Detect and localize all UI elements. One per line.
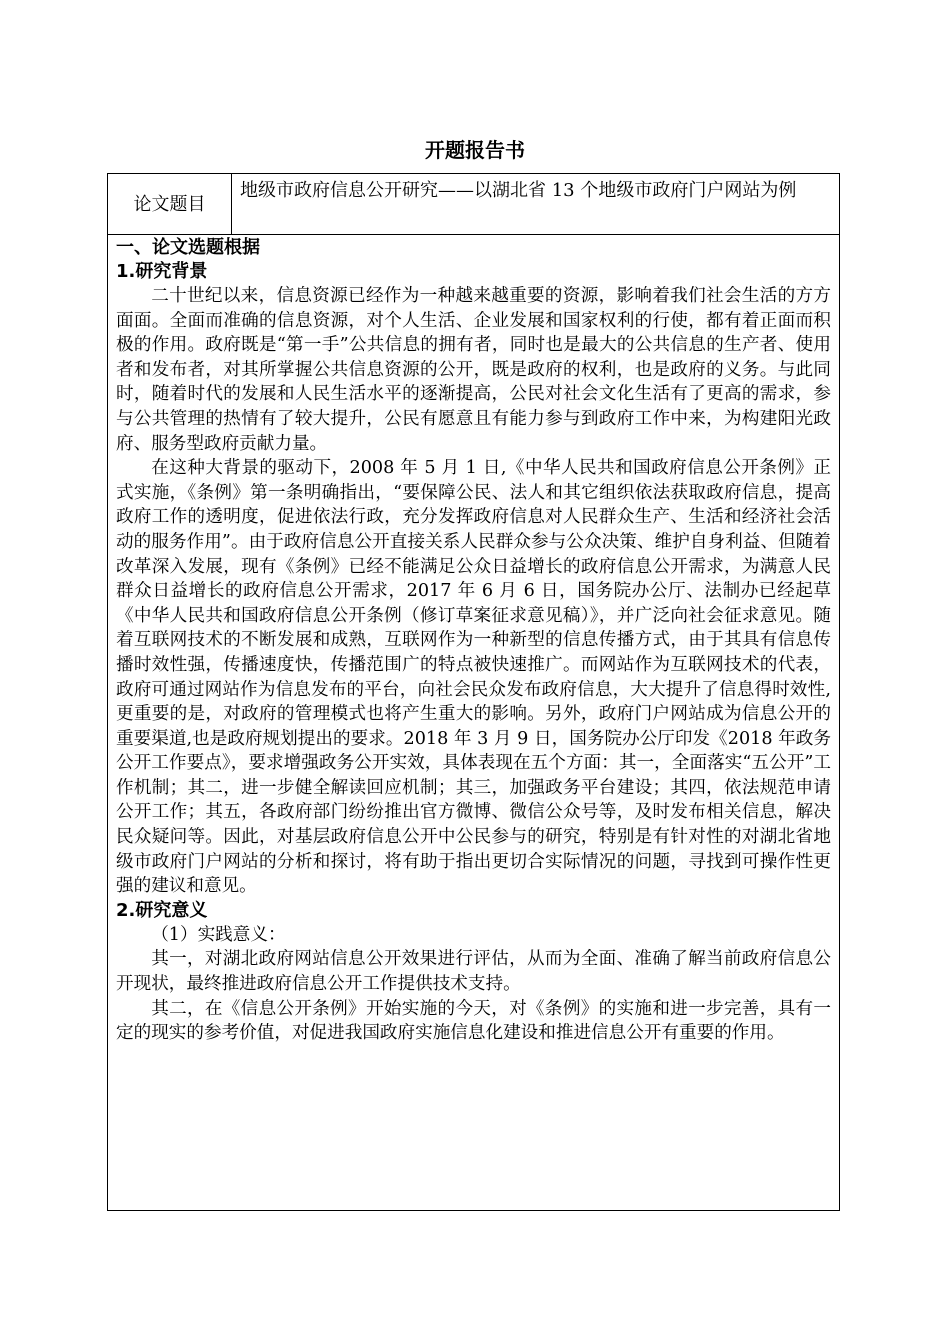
section-heading: 一、论文选题根据 xyxy=(116,237,260,258)
significance-paragraph: 其二，在《信息公开条例》开始实施的今天，对《条例》的实施和进一步完善，具有一定的现实的参考价值，对促进我国政府实施信息化建设和推进信息公开有重要的作用。 xyxy=(116,998,831,1044)
significance-paragraph: 其一，对湖北政府网站信息公开效果进行评估，从而为全面、准确了解当前政府信息公开现状，最终推进政府信息公开工作提供技术支持。 xyxy=(116,949,831,995)
content-row xyxy=(108,235,840,1211)
proposal-table xyxy=(107,173,840,1211)
topic-label: 论文题目 xyxy=(108,174,232,235)
content-cell xyxy=(108,235,840,1211)
topic-row xyxy=(108,174,840,235)
topic-value: 地级市政府信息公开研究——以湖北省 13 个地级市政府门户网站为例 xyxy=(232,174,840,235)
document-title: 开题报告书 xyxy=(425,138,525,162)
background-paragraph: 二十世纪以来，信息资源已经作为一种越来越重要的资源，影响着我们社会生活的方方面面。全面而准确的信息资源，对个人生活、企业发展和国家权利的行使，都有着正面而积极的作用。政府既是“第一手”公共信息的拥有者，同时也是最大的公共信息的生产者、使用者和发布者，对其所掌握公共信息资源的公开，既是政府的权利，也是政府的义务。与此同时，随着时代的发展和人民生活水平的逐渐提高，公民对社会文化生活有了更高的需求，参与公共管理的热情有了较大提升，公民有愿意且有能力参与到政府工作中来，为构建阳光政府、服务型政府贡献力量。 xyxy=(116,286,831,454)
subsection-heading-significance: 2.研究意义 xyxy=(116,899,208,921)
significance-subheading: （1）实践意义： xyxy=(151,924,286,945)
subsection-heading-background: 1.研究背景 xyxy=(116,261,208,282)
background-paragraph: 在这种大背景的驱动下，2008 年 5 月 1 日,《中华人民共和国政府信息公开条例》正式实施，《条例》第一条明确指出，“要保障公民、法人和其它组织依法获取政府信息，提高政府工作的透明度，促进依法行政，充分发挥政府信息对人民群众生产、生活和经济社会活动的服务作用”。由于政府信息公开直接关系人民群众参与公众决策、维护自身利益、但随着改革深入发展，现有《条例》已经不能满足公众日益增长的政府信息公开需求，为满意人民群众日益增长的政府信息公开需求，2017 年 6 月 6 日，国务院办公厅、法制办已经起草《中华人民共和国政府信息公开条例（修订草案征求意见稿）》，并广泛向社会征求意见。随着互联网技术的不断发展和成熟，互联网作为一种新型的信息传播方式，由于其具有信息传播时效性强，传播速度快，传播范围广的特点被快速推广。而网站作为互联网技术的代表，政府可通过网站作为信息发布的平台，向社会民众发布政府信息，大大提升了信息得时效性,更重要的是，对政府的管理模式也将产生重大的影响。另外，政府门户网站成为信息公开的重要渠道,也是政府规划提出的要求。2018 年 3 月 9 日，国务院办公厅印发《2018 年政务公开工作要点》，要求增强政务公开实效，具体表现在五个方面：其一，全面落实“五公开”工作机制；其二，进一步健全解读回应机制；其三，加强政务平台建设；其四，依法规范申请公开工作；其五，各政府部门纷纷推出官方微博、微信公众号等，及时发布相关信息，解决民众疑问等。因此，对基层政府信息公开中公民参与的研究，特别是有针对性的对湖北省地级市政府门户网站的分析和探讨，将有助于指出更切合实际情况的问题，寻找到可操作性更强的建议和意见。 xyxy=(116,458,831,897)
